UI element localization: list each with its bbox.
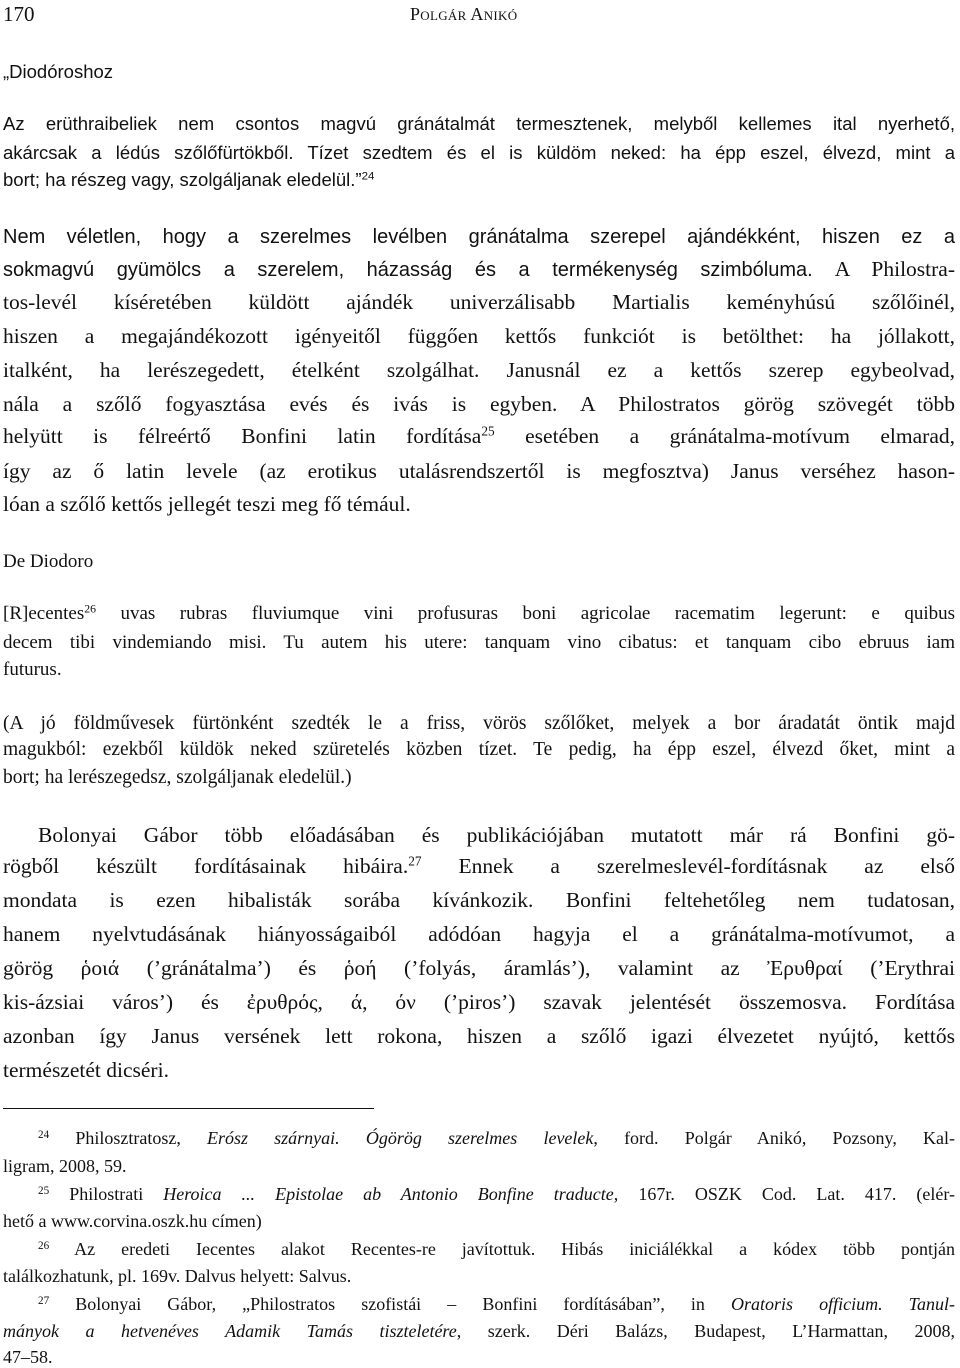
footnote-ref: 24 [361,170,375,183]
footnote-number: 26 [38,1239,50,1252]
footnote-line [3,1321,955,1342]
paragraph-line: mondata is ezen hibalisták sorába kívánkozik. Bonfini feltehetőleg nem tudatosan, [3,888,955,912]
footnote-text: Philostrati [69,1184,164,1204]
running-head: Polgár Anikó [410,4,518,24]
footnote-24 [38,1128,955,1149]
translation-line: bort; ha lerészegedsz, szolgáljanak eledelül.) [3,767,352,788]
footnote-italic: Erósz szárnyai. Ógörög szerelmes levelek [206,1128,594,1148]
quote-title: „Diodóroshoz [3,61,114,82]
paragraph-line: Bolonyai Gábor több előadásában és publikációjában mutatott már rá Bonfini gö- [38,823,955,847]
footnote-divider [3,1108,374,1109]
footnote-27 [38,1294,955,1315]
footnote-number: 25 [38,1184,50,1197]
footnote-text: Philosztratosz, [75,1128,207,1148]
footnote-italic: mányok a hetvenéves Adamik Tamás tiszteletére [3,1321,457,1341]
paragraph-line: hanem nyelvtudásának hiányosságaiból adódóan hagyja el a gránátalma-motívumot, a [3,922,955,946]
footnote-26 [38,1239,955,1260]
paragraph-line: görög ῥοιά (’gránátalma’) és ῥοή (’folyás, áramlás’), valamint az Ἐρυθραί (’Erythrai [3,956,955,980]
paragraph-line: lóan a szőlő kettős jellegét teszi meg fő témául. [3,492,411,516]
footnote-italic: Heroica ... Epistolae ab Antonio Bonfine traducte [163,1184,614,1204]
quote-line: akárcsak a lédús szőlőfürtökből. Tízet szedtem és el is küldöm neked: ha épp eszel, élvezd, mint a [3,142,955,163]
quote-line: Az erüthraibeliek nem csontos magvú gránátalmát termesztenek, melyből kellemes ital nyerhető, [3,113,955,134]
paragraph-text: esetében a gránátalma-motívum elmarad, [494,424,955,448]
footnote-text: , 167r. OSZK Cod. Lat. 417. (elér- [613,1184,956,1204]
paragraph-text: Ennek a szerelmeslevél-fordításnak az első [421,854,955,878]
footnote-ref: 26 [84,602,96,616]
paragraph-line [3,257,955,282]
quote-line [3,603,955,625]
paragraph-line: italként, ha lerészegedett, ételként szolgálhat. Janusnál ez a kettős szerep egybeolvad, [3,358,955,382]
footnote-text: Az eredeti Iecentes alakot Recentes-re javítottuk. Hibás iniciálékkal a kódex több pontján [74,1239,955,1259]
quote-line: decem tibi vindemiando misi. Tu autem his utere: tanquam vino cibatus: et tanquam cibo ebruus iam [3,632,955,653]
footnote-text: Bolonyai Gábor, „Philostratos szofistái – Bonfini fordításában”, in [75,1294,731,1314]
paragraph-line: nála a szőlő fogyasztása evés és ivás is egyben. A Philostratos görög szövegét több [3,392,955,416]
footnote-ref: 25 [481,423,495,439]
paragraph-line: így az ő latin levele (az erotikus utalásrendszertől is megfosztva) Janus verséhez hason- [3,459,955,483]
paragraph-text: helyütt is félreértő Bonfini latin fordítása [3,424,482,448]
paragraph-text: rögből készült fordításainak hibáira. [3,854,409,878]
page-number: 170 [3,2,35,26]
page-header [0,2,960,28]
paragraph-line: kis-ázsiai város’) és ἐρυθρός, ά, όν (’piros’) szavak jelentését összemosva. Fordítása [3,990,955,1014]
footnote-number: 24 [38,1128,50,1141]
quote-text: uvas rubras fluviumque vini profusuras boni agricolae racematim legerunt: e quibus [96,603,955,624]
translation-line: (A jó földművesek fürtönként szedték le a friss, vörös szőlőket, melyek a bor áradatát öntik majd [3,713,955,734]
footnote-number: 27 [38,1294,50,1307]
quote-text: bort; ha részeg vagy, szolgáljanak eledelül.” [3,169,362,190]
footnote-text: , ford. Polgár Anikó, Pozsony, Kal- [593,1128,956,1148]
footnote-line: 47–58. [3,1347,53,1367]
paragraph-line: hiszen a megajándékozott igényeitől függően kettős funkciót is betölthet: ha jóllakott, [3,324,955,348]
quote-text: [R]ecentes [3,603,85,624]
footnote-line: ligram, 2008, 59. [3,1156,127,1176]
footnote-line: hető a www.corvina.oszk.hu címen) [3,1211,262,1231]
footnote-25 [38,1184,955,1205]
quote-line: futurus. [3,659,62,680]
quote-line [3,169,955,191]
paragraph-text: A Philostra- [834,257,956,281]
footnote-text: , szerk. Déri Balázs, Budapest, L’Harmattan, 2008, [456,1321,956,1341]
footnote-line: találkozhatunk, pl. 169v. Dalvus helyett: Salvus. [3,1266,352,1286]
footnote-italic: Oratoris officium. Tanul- [731,1294,956,1314]
paragraph-line: Nem véletlen, hogy a szerelmes levélben gránátalma szerepel ajándékként, hiszen ez a [3,226,955,248]
footnote-ref: 27 [408,853,422,869]
paragraph-line [3,854,955,879]
paragraph-line: természetét dicséri. [3,1058,169,1082]
paragraph-text: sokmagvú gyümölcs a szerelem, házasság és a termékenység szimbóluma. [3,259,813,281]
paragraph-line: azonban így Janus versének lett rokona, hiszen a szőlő igazi élvezetet nyújtó, kettős [3,1024,955,1048]
translation-line: magukból: ezekből küldök neked szüretelés közben tízet. Te pedig, ha épp eszel, élvezd őket, mint a [3,739,955,760]
paragraph-line [3,424,955,449]
paragraph-line: tos-levél kíséretében küldött ajándék univerzálisabb Martialis keményhúsú szőlőinél, [3,290,955,314]
quote-title: De Diodoro [3,551,94,572]
